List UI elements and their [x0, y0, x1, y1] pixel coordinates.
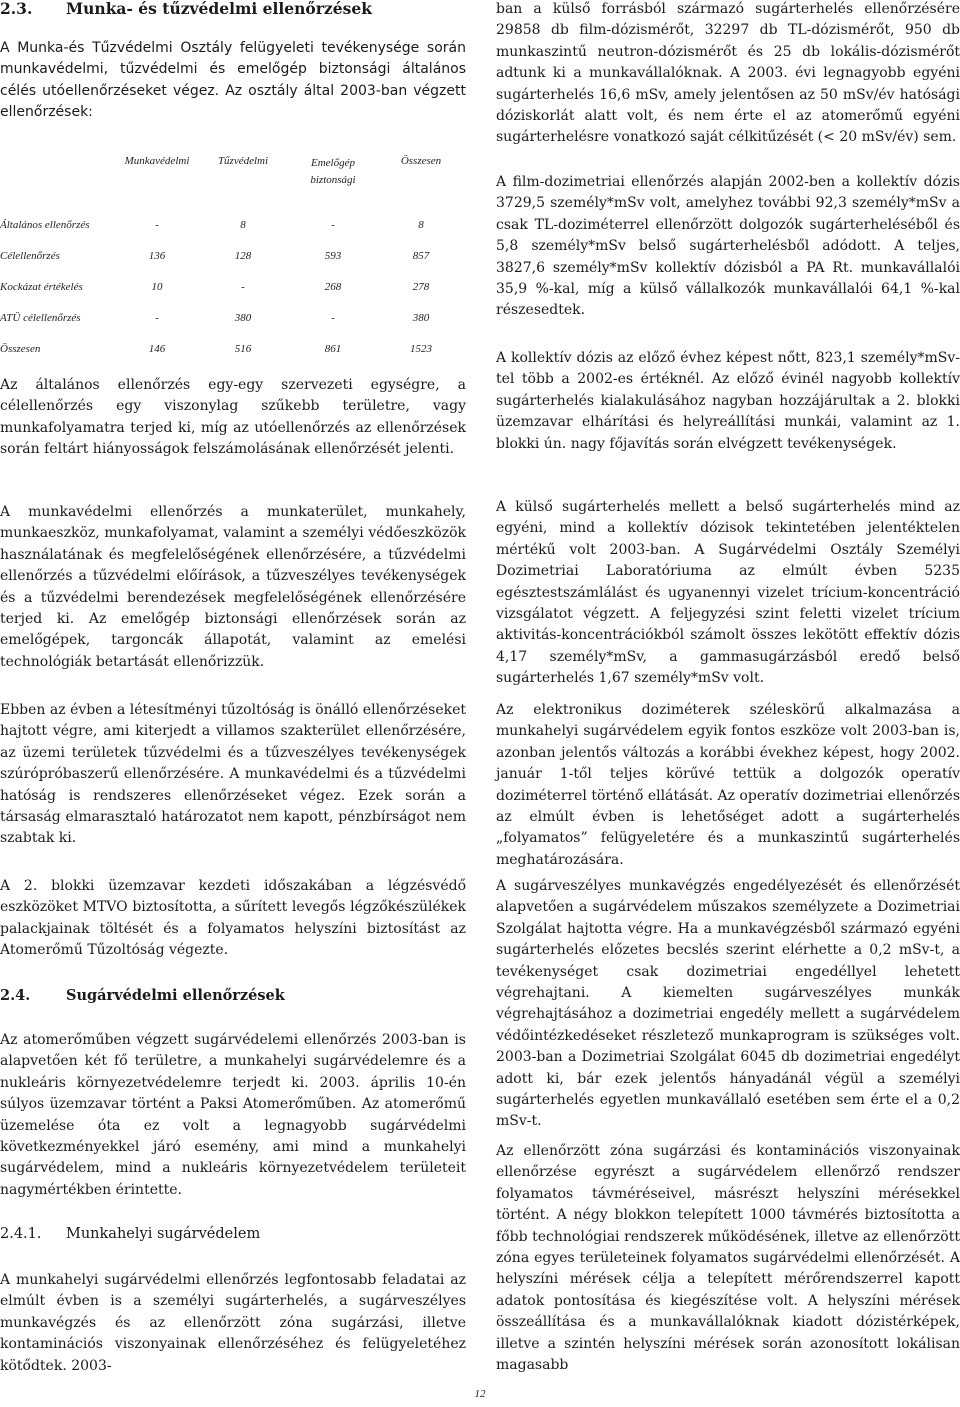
body-paragraph: Az általános ellenőrzés egy-egy szervezeti egységre, a célellenőrzés egy viszonylag szűkebb területre, vagy munkafolyamatra terjed ki, míg az utóellenőrzés az ellenőrzések során feltárt hiányosságok felszámolásának ellenőrzését jelenti.: [0, 377, 466, 458]
intro-paragraph: A Munka-és Tűzvédelmi Osztály felügyeleti tevékenysége során munkavédelmi, tűzvédelmi és emelőgép biztonsági általános célés utóellenőrzéseket végez. Az osztály által 2003-ban végzett ellenőrzések:: [0, 40, 466, 121]
table-row: [0, 302, 460, 333]
table-cell: 380: [234, 311, 252, 324]
body-paragraph: A kollektív dózis az előző évhez képest nőtt, 823,1 személy*mSv-tel több a 2002-es értéknél. Az előző évinél nagyobb kollektív sugárterhelés kialakulásához nagyban hozzájárultak a 2. blokki üzemzavar elhárítási és helyreállítási munkái, valamint az 1. blokki ún. nagy főjavítás során elvégzett tevékenységek.: [496, 350, 960, 452]
body-paragraph: A munkahelyi sugárvédelmi ellenőrzés legfontosabb feladatai az elmúlt évben is a személyi sugárterhelés, a sugárveszélyes munkavégzés és az ellenőrzött zóna sugárzási, illetve kontaminációs viszonyainak ellenőrzéséhez és felügyeletéhez kötődtek. 2003-: [0, 1272, 466, 1374]
section-number: 2.4.: [0, 987, 31, 1004]
body-paragraph: A 2. blokki üzemzavar kezdeti időszakában a légzésvédő eszközöket MTVO biztosította, a sűrített levegős légzőkészülékek palackjainak töltését és a folyamatos helyszíni biztosítást az Atomerőmű Tűzoltóság végezte.: [0, 878, 466, 959]
body-paragraph: A külső sugárterhelés mellett a belső sugárterhelés mind az egyéni, mind a kollektív dózisok tekintetében jelentéktelen mértékű volt 2003-ban. A Sugárvédelmi Osztály Személyi Dozimetriai Laboratóriuma az elmúlt évben 5235 egésztestszámlálást és ugyanennyi vizelet trícium-koncentráció vizsgálatot végzett. A feljegyzési szint feletti vizelet trícium aktivitás-koncentrációkból számolt összes lekötött effektív dózis 4,17 személy*mSv, a gammasugárzásból eredő belső sugárterhelés 1,67 személy*mSv volt.: [496, 499, 960, 687]
table-header-cell: [0, 155, 112, 209]
table-cell: -: [241, 280, 245, 293]
table-cell: 8: [240, 218, 246, 231]
table-cell: 380: [412, 311, 430, 324]
table-row: [0, 209, 460, 240]
table-cell: 8: [418, 218, 424, 231]
row-label: Általános ellenőrzés: [0, 218, 90, 231]
row-label: Összesen: [0, 342, 41, 355]
table-cell: 516: [234, 342, 252, 355]
inspection-table: [0, 155, 460, 364]
body-paragraph: Az atomerőműben végzett sugárvédelemi ellenőrzés 2003-ban is alapvetően két fő területre, a munkahelyi sugárvédelemre és a nukleáris környezetvédelemre terjedt ki. 2003. április 10-én súlyos üzemzavar történt a Paksi Atomerőműben. Az atomerőmű üzemelése óta ez volt a legnagyobb sugárvédelmi következményekkel járó esemény, ami mind a munkahelyi sugárvédelem, mind a nukleáris környezetvédelem területeit nagymértékben érintette.: [0, 1032, 466, 1198]
section-heading-2-3: [0, 0, 466, 19]
section-title: Munka- és tűzvédelmi ellenőrzések: [66, 0, 372, 18]
row-label: ATÜ célellenőrzés: [0, 311, 81, 324]
row-label: Célellenőrzés: [0, 249, 60, 262]
table-cell: 857: [412, 249, 430, 262]
table-cell: 278: [412, 280, 430, 293]
body-paragraph: A munkavédelmi ellenőrzés a munkaterület, munkahely, munkaeszköz, munkafolyamat, valamint a személyi védőeszközök használatának és megfelelőségének ellenőrzésére, a tűzvédelmi ellenőrzés a tűzvédelmi előírások, a tűzveszélyes tevékenységek és a tűzvédelmi berendezések megfelelőségének ellenőrzésére terjed ki. Az emelőgép biztonsági ellenőrzések során az emelőgépek, targoncák állapotát, valamint az emelési technológiák betartását ellenőrizzük.: [0, 504, 466, 670]
body-paragraph: ban a külső forrásból származó sugárterhelés ellenőrzésére 29858 db film-dózismérőt, 32297 db TL-dózismérőt, 950 db munkaszintű neutron-dózismérőt és 25 db lokális-dózismérőt adtunk ki a munkavállalóknak. A 2003. évi legnagyobb egyéni sugárterhelés 16,6 mSv, amely jelentősen az 50 mSv/év hatósági dóziskorlát alatt volt, és nem érte el az atomerőmű egyéni sugárterhelésre vonatkozó saját célkitűzését (< 20 mSv/év) sem.: [496, 1, 960, 146]
table-cell: 593: [324, 249, 342, 262]
table-cell: -: [155, 218, 159, 231]
table-cell: -: [331, 311, 335, 324]
row-label: Kockázat értékelés: [0, 280, 83, 293]
table-row: [0, 271, 460, 302]
section-number: 2.4.1.: [0, 1226, 42, 1242]
body-paragraph: A sugárveszélyes munkavégzés engedélyezését és ellenőrzését alapvetően a sugárvédelem műszakos személyzete a Dozimetriai Szolgálat hajtotta végre. Ha a munkavégzésből származó egyéni sugárterhelés előzetes becslés szerint elérhette a 0,2 mSv-t, a tevékenységet csak dozimetriai engedéllyel lehetett végrehajtani. A kiemelten sugárveszélyes munkák végrehajtásához a dozimetriai engedély mellett a sugárvédelem védőintézkedéseket részletező munkaprogram is szükséges volt. 2003-ban a Dozimetriai Szolgálat 6045 db dozimetriai engedélyt adott ki, bár ezek jelentős hányadánál végül a személyi sugárterhelés egyetlen munkavállaló esetében sem érte el a 0,2 mSv-t.: [496, 878, 960, 1130]
table-cell: 136: [148, 249, 166, 262]
table-header-cell: Tűzvédelmi: [217, 155, 269, 167]
table-cell: 1523: [410, 342, 432, 355]
section-title: Munkahelyi sugárvédelem: [66, 1226, 261, 1242]
table-header-row: [0, 155, 460, 209]
table-cell: 146: [148, 342, 166, 355]
table-cell: 10: [151, 280, 163, 293]
table-cell: -: [331, 218, 335, 231]
table-cell: 268: [324, 280, 342, 293]
table-header-cell: Összesen: [400, 155, 442, 167]
body-paragraph: Az elektronikus doziméterek széleskörű alkalmazása a munkahelyi sugárvédelem egyik fontos eszköze volt 2003-ban is, azonban jelentős változás a korábbi évekhez képest, hogy 2002. január 1-től teljes körűvé tettük a dolgozók operatív doziméterrel történő ellátását. Az operatív dozimetriai ellenőrzés az elmúlt évben is lehetőséget adott a sugárterhelés „folyamatos” felügyeletére és a munkaszintű sugárterhelés meghatározására.: [496, 702, 960, 868]
body-paragraph: Az ellenőrzött zóna sugárzási és kontaminációs viszonyainak ellenőrzése egyrészt a sugárvédelem ellenőrző rendszer folyamatos távméréseivel, másrészt helyszíni mérésekkel történt. A négy blokkon telepített 1000 távmérés biztosította a főbb technológiai rendszerek működésének, illetve az ellenőrzött zóna egyes területeinek folyamatos sugárvédelmi ellenőrzését. A helyszíni mérések célja a telepített mérőrendszerrel kapott adatok pontosítása és kiegészítése volt. A helyszíni mérések összeállítása és a munkavállalóknak kiadott dózistérképek, illetve a szintén helyszíni mérések során azonosított lokálisan magasabb: [496, 1143, 960, 1374]
section-heading-2-4-1: [0, 1224, 466, 1244]
section-title: Sugárvédelmi ellenőrzések: [66, 987, 285, 1004]
page-number: 12: [474, 1388, 486, 1400]
table-header-cell: Munkavédelmi: [124, 155, 190, 167]
table-header-cell: [284, 155, 382, 209]
section-number: 2.3.: [0, 0, 33, 18]
table-row: [0, 240, 460, 271]
table-cell: 861: [324, 342, 342, 355]
table-total-row: [0, 333, 460, 364]
table-cell: -: [155, 311, 159, 324]
body-paragraph: Ebben az évben a létesítményi tűzoltóság is önálló ellenőrzéseket hajtott végre, ami kiterjedt a villamos szakterület ellenőrzésére, az üzemi területek tűzvédelmi és a tűzveszélyes tevékenységek szúrópróbaszerű ellenőrzésére. A munkavédelmi és a tűzvédelmi hatóság is rendszeres ellenőrzéseket végez. Ezek során a társaság elmarasztaló határozatot nem kapott, pénzbírságot nem szabtak ki.: [0, 702, 466, 847]
table-header-text: Emelőgép biztonsági: [310, 157, 356, 186]
body-paragraph: A film-dozimetriai ellenőrzés alapján 2002-ben a kollektív dózis 3729,5 személy*mSv volt, amelyhez további 92,3 személy*mSv a csak TL-doziméterrel ellenőrzött dolgozók sugárterheléséből és 5,8 személy*mSv belső sugárterhelésből adódott. A teljes, 3827,6 személy*mSv kollektív dózisból a PA Rt. munkavállalói 35,9 %-kal, míg a külső vállalkozók munkavállalói 64,1 %-kal részesedtek.: [496, 174, 960, 319]
table-cell: 128: [234, 249, 252, 262]
section-heading-2-4: [0, 986, 466, 1006]
